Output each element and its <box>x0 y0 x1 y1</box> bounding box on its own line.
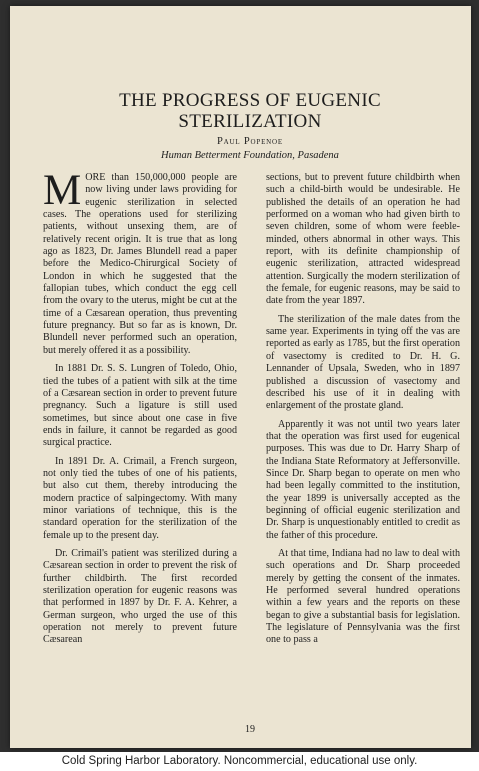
paragraph-text: ORE than 150,000,000 people are now living under laws providing for eugenic sterilization in selected cases. The operations used for sterilizing patients, without unsexing them, are of relatively recent origin. It is true that as long ago as 1823, Dr. James Blundell read a paper before the Medico-Chirurgical Society of London in which he suggested that the fallopian tubes, which conduct the egg cell from the ovary to the uterus, might be cut at the time of a Cæsarean operation, thus preventing future pregnancy. But so far as is known, Dr. Blundell never performed such an operation, but merely offered it as a possibility. <box>43 172 237 356</box>
right-column <box>266 172 460 647</box>
paragraph: Dr. Crimail's patient was sterilized during a Cæsarean section in order to prevent the risk of further childbirth. The first recorded sterilization operation for eugenic reasons was that performed in 1897 by Dr. F. A. Kehrer, a German surgeon, who urged the use of this operation not merely to prevent future Cæsarean <box>43 547 237 646</box>
paragraph: Apparently it was not until two years later that the operation was first used for eugenical purposes. This was due to Dr. Harry Sharp of the Indiana State Reformatory at Jeffersonville. Since Dr. Sharp began to operate on men who had been legally committed to the institution, the year 1899 is universally accepted as the beginning of official eugenic sterilization and Dr. Sharp is unquestionably entitled to credit as the father of this procedure. <box>266 418 460 541</box>
paragraph <box>43 167 237 357</box>
author-affiliation: Human Betterment Foundation, Pasadena <box>161 150 339 161</box>
paragraph: At that time, Indiana had no law to deal with such operations and Dr. Sharp proceeded merely by getting the consent of the inmates. He performed several hundred operations within a few years and the reports on these began to give a substantial basis for legislation. The legislature of Pennsylvania was the first one to pass a <box>266 547 460 646</box>
article-title: THE PROGRESS OF EUGENIC STERILIZATION <box>119 90 381 132</box>
article-author: Paul Popenoe <box>217 136 283 147</box>
copyright-footer: Cold Spring Harbor Laboratory. Noncommercial, educational use only. <box>0 752 479 771</box>
drop-cap: M <box>43 167 82 214</box>
left-column <box>43 167 237 647</box>
paragraph: In 1891 Dr. A. Crimail, a French surgeon, not only tied the tubes of one of his patients, but also cut them, thereby introducing the modern practice of salpingectomy. With many minor variations of technique, this is the standard operation for the sterilization of the female up to the present day. <box>43 455 237 541</box>
paragraph: sections, but to prevent future childbirth when such a child-birth would be undesirable. He published the details of an operation he had performed on a woman who had given birth to seven children, some of whom were feeble-minded, others abnormal in other ways. This report, with its definite championship of eugenic sterilization, attracted widespread attention. Surgically the modern sterilization of the female, for eugenic reasons, may be said to date from the year 1897. <box>266 172 460 307</box>
paragraph: In 1881 Dr. S. S. Lungren of Toledo, Ohio, tied the tubes of a patient with silk at the time of a Cæsarean section in order to prevent future pregnancy. Such a ligature is still used sometimes, but since about one case in five ends in failure, it cannot be regarded as good surgical practice. <box>43 363 237 449</box>
paragraph: The sterilization of the male dates from the same year. Experiments in tying off the vas are reported as early as 1785, but the first operation of vasectomy is credited to Dr. H. G. Lennander of Upsala, Sweden, who in 1897 published a discussion of vasectomy and described his use of it in dealing with enlargement of the prostate gland. <box>266 313 460 412</box>
page-number: 19 <box>245 724 255 735</box>
document-page <box>10 6 471 748</box>
